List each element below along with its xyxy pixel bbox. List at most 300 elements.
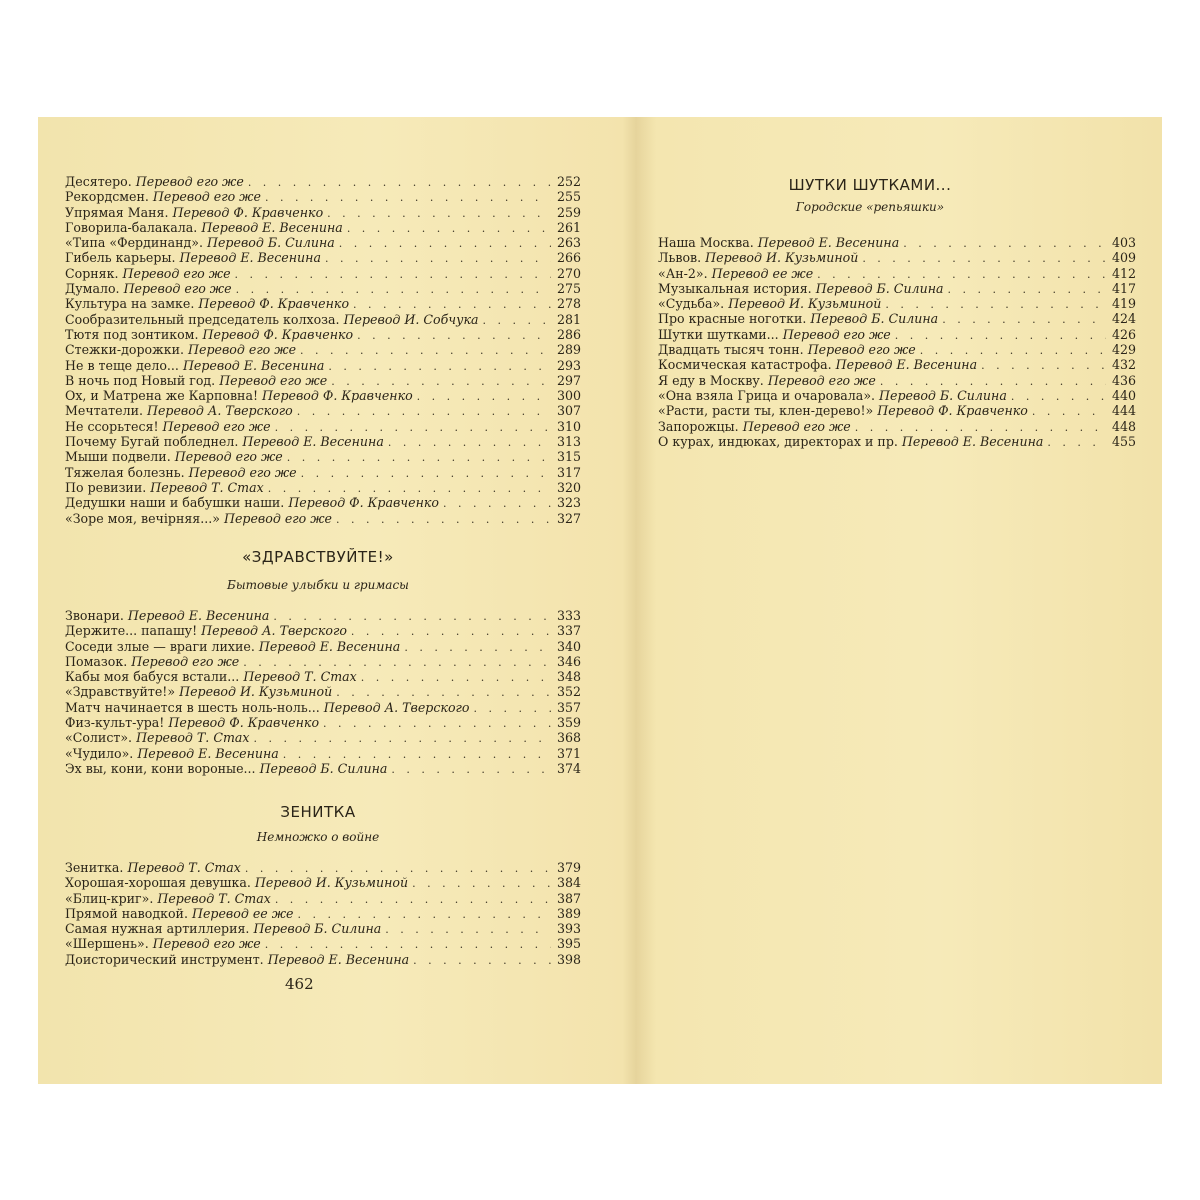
entry-title — [65, 281, 232, 296]
dot-leader — [817, 267, 1106, 282]
toc-entry — [65, 342, 581, 357]
toc-entry — [65, 860, 581, 875]
dot-leader — [265, 937, 551, 952]
entry-translator: Перевод его же — [123, 281, 232, 297]
entry-title — [65, 700, 469, 715]
entry-translator: Перевод его же — [807, 342, 916, 358]
entry-title-text: Десятеро. — [65, 174, 132, 189]
dot-leader — [473, 701, 551, 716]
toc-entry — [65, 511, 581, 526]
dot-leader — [1011, 389, 1106, 404]
toc-entry — [65, 480, 581, 495]
entry-translator: Перевод Ф. Кравченко — [198, 296, 350, 312]
dot-leader — [391, 762, 551, 777]
entry-title-text: Думало. — [65, 281, 120, 297]
entry-page-number: 409 — [1111, 250, 1136, 266]
entry-page-number: 444 — [1111, 403, 1136, 419]
entry-page-number: 259 — [556, 204, 581, 220]
dot-leader — [339, 236, 551, 251]
entry-title — [65, 434, 384, 449]
entry-translator: Перевод Е. Весенина — [182, 357, 325, 373]
toc-entry — [658, 342, 1136, 357]
entry-title — [65, 419, 271, 434]
entry-page-number: 317 — [556, 464, 581, 480]
entry-title-text: Доисторический инструмент. — [65, 951, 264, 967]
entry-page-number: 389 — [556, 905, 581, 921]
entry-title-text: О курах, индюках, директорах и пр. — [658, 433, 898, 449]
dot-leader — [287, 450, 551, 465]
entry-translator: Перевод его же — [152, 189, 261, 205]
entry-page-number: 261 — [556, 219, 581, 235]
entry-title — [65, 189, 261, 204]
entry-title-text: Космическая катастрофа. — [658, 357, 832, 373]
entry-title-text: Запорожцы. — [658, 418, 739, 434]
entry-title-text: Упрямая Маня. — [65, 204, 169, 220]
dot-leader — [275, 892, 551, 907]
entry-page-number: 395 — [556, 936, 581, 952]
entry-page-number: 352 — [556, 684, 581, 700]
entry-page-number: 323 — [556, 495, 581, 511]
entry-translator: Перевод Ф. Кравченко — [168, 715, 320, 731]
entry-translator: Перевод Е. Весенина — [267, 951, 410, 967]
entry-title — [65, 266, 231, 281]
entry-title-text: Соседи злые — враги лихие. — [65, 638, 255, 654]
dot-leader — [236, 282, 551, 297]
entry-title-text: Я еду в Москву. — [658, 372, 764, 388]
entry-page-number: 278 — [556, 296, 581, 312]
toc-entry — [65, 449, 581, 464]
dot-leader — [353, 297, 551, 312]
entry-page-number: 403 — [1111, 235, 1136, 250]
entry-translator: Перевод его же — [122, 265, 231, 281]
entry-title-text: «Она взяла Грица и очаровала». — [658, 387, 876, 403]
dot-leader — [417, 389, 551, 404]
dot-leader — [920, 343, 1106, 358]
entry-title — [65, 730, 250, 745]
entry-page-number: 419 — [1111, 296, 1136, 312]
entry-title — [65, 952, 409, 967]
entry-title-text: Самая нужная артиллерия. — [65, 921, 250, 937]
entry-translator: Перевод Б. Силина — [253, 921, 382, 937]
entry-page-number: 393 — [556, 921, 581, 937]
dot-leader — [328, 359, 551, 374]
dot-leader — [298, 907, 552, 922]
entry-page-number: 424 — [1111, 311, 1136, 327]
entry-title-text: «Шершень». — [65, 936, 149, 952]
toc-entry — [65, 174, 581, 189]
entry-title — [65, 449, 283, 464]
entry-title-text: Звонари. — [65, 608, 124, 623]
entry-page-number: 436 — [1111, 372, 1136, 388]
entry-translator: Перевод Е. Весенина — [757, 235, 900, 250]
entry-title — [65, 761, 387, 776]
entry-title-text: Стежки-дорожки. — [65, 342, 184, 358]
dot-leader — [268, 481, 551, 496]
entry-title-text: Про красные ноготки. — [658, 311, 807, 327]
toc-list — [65, 860, 581, 967]
toc-entry — [65, 373, 581, 388]
entry-page-number: 255 — [556, 189, 581, 205]
entry-title — [658, 434, 1043, 449]
dot-leader — [323, 716, 551, 731]
toc-entry — [658, 250, 1136, 265]
entry-title — [65, 891, 271, 906]
entry-page-number: 340 — [556, 638, 581, 654]
dot-leader — [351, 624, 551, 639]
entry-title — [65, 875, 408, 890]
entry-title-text: Наша Москва. — [658, 235, 754, 250]
toc-entry — [658, 311, 1136, 326]
toc-entry — [65, 700, 581, 715]
dot-leader — [254, 731, 551, 746]
entry-page-number: 429 — [1111, 342, 1136, 358]
dot-leader — [347, 221, 551, 236]
toc-entry — [658, 296, 1136, 311]
entry-translator: Перевод его же — [188, 464, 297, 480]
toc-entry — [65, 730, 581, 745]
dot-leader — [361, 670, 551, 685]
entry-title — [658, 296, 881, 311]
entry-title — [65, 921, 381, 936]
dot-leader — [243, 655, 551, 670]
toc-entry — [65, 266, 581, 281]
toc-list — [65, 174, 581, 526]
entry-title — [65, 465, 297, 480]
entry-page-number: 387 — [556, 890, 581, 906]
dot-leader — [862, 251, 1106, 266]
toc-entry — [658, 419, 1136, 434]
entry-title-text: Культура на замке. — [65, 296, 195, 312]
entry-translator: Перевод И. Кузьминой — [254, 875, 409, 891]
entry-title-text: Физ-культ-ура! — [65, 715, 165, 731]
entry-translator: Перевод Е. Весенина — [258, 638, 401, 654]
entry-translator: Перевод Е. Весенина — [137, 745, 279, 761]
dot-leader — [357, 328, 551, 343]
toc-entry — [65, 465, 581, 480]
entry-translator: Перевод Е. Весенина — [127, 608, 270, 623]
entry-title — [65, 480, 264, 495]
entry-translator: Перевод Е. Весенина — [179, 250, 321, 266]
toc-entry — [65, 495, 581, 510]
entry-translator: Перевод его же — [782, 326, 891, 342]
entry-title-text: Шутки шутками... — [658, 326, 779, 342]
toc-entry — [65, 623, 581, 638]
toc-entry — [65, 746, 581, 761]
entry-title — [65, 342, 296, 357]
toc-entry — [65, 388, 581, 403]
toc-entry — [658, 266, 1136, 281]
toc-entry — [65, 639, 581, 654]
dot-leader — [297, 404, 551, 419]
entry-title — [65, 312, 478, 327]
toc-entry — [658, 281, 1136, 296]
entry-title-text: Сорняк. — [65, 265, 119, 281]
dot-leader — [443, 496, 551, 511]
entry-title — [658, 327, 891, 342]
entry-title — [65, 669, 357, 684]
dot-leader — [325, 251, 551, 266]
entry-title-text: В ночь под Новый год. — [65, 372, 216, 388]
section-heading: «ЗДРАВСТВУЙТЕ!» — [242, 548, 394, 566]
entry-title — [65, 639, 400, 654]
entry-translator: Перевод Ф. Кравченко — [288, 495, 439, 511]
dot-leader — [273, 609, 551, 624]
entry-title-text: Львов. — [658, 250, 702, 266]
entry-translator: Перевод его же — [162, 418, 271, 434]
entry-translator: Перевод его же — [219, 372, 328, 388]
entry-page-number: 315 — [556, 449, 581, 465]
dot-leader — [245, 861, 551, 876]
toc-entry — [65, 936, 581, 951]
entry-translator: Перевод А. Тверского — [146, 403, 293, 419]
toc-entry — [65, 434, 581, 449]
entry-title — [65, 623, 347, 638]
entry-page-number: 412 — [1111, 265, 1136, 281]
toc-entry — [65, 281, 581, 296]
entry-page-number: 371 — [556, 745, 581, 761]
entry-page-number: 379 — [556, 860, 581, 875]
entry-translator: Перевод И. Кузьминой — [179, 684, 333, 700]
toc-entry — [658, 235, 1136, 250]
entry-translator: Перевод его же — [188, 342, 297, 358]
entry-translator: Перевод И. Кузьминой — [705, 250, 859, 266]
toc-entry — [65, 684, 581, 699]
toc-entry — [658, 388, 1136, 403]
entry-page-number: 289 — [556, 342, 581, 358]
entry-title — [65, 373, 327, 388]
entry-page-number: 398 — [556, 951, 581, 967]
entry-title-text: Хорошая-хорошая девушка. — [65, 875, 251, 891]
toc-entry — [658, 327, 1136, 342]
dot-leader — [336, 512, 551, 527]
entry-title-text: «Солист». — [65, 730, 133, 746]
dot-leader — [248, 175, 551, 190]
entry-title-text: Не в теще дело... — [65, 357, 179, 373]
toc-entry — [65, 403, 581, 418]
entry-title — [65, 746, 279, 761]
entry-title-text: Рекордсмен. — [65, 189, 149, 205]
book-spread — [38, 117, 1162, 1084]
entry-title-text: Мыши подвели. — [65, 449, 171, 465]
toc-entry — [65, 715, 581, 730]
entry-translator: Перевод его же — [742, 418, 851, 434]
entry-translator: Перевод И. Кузьминой — [728, 296, 882, 312]
entry-page-number: 252 — [556, 174, 581, 189]
section-subheading: Немножко о войне — [256, 830, 380, 844]
entry-title-text: Кабы моя бабуся встали... — [65, 669, 240, 685]
entry-title-text: По ревизии. — [65, 479, 147, 495]
toc-entry — [65, 205, 581, 220]
toc-entry — [65, 921, 581, 936]
entry-translator: Перевод Ф. Кравченко — [202, 326, 354, 342]
toc-entry — [658, 357, 1136, 372]
entry-title — [65, 235, 335, 250]
entry-title-text: Не ссорьтеся! — [65, 418, 159, 434]
left-page — [38, 117, 598, 1084]
entry-page-number: 320 — [556, 479, 581, 495]
entry-title — [65, 860, 241, 875]
toc-entry — [65, 669, 581, 684]
entry-title — [658, 419, 851, 434]
entry-translator: Перевод Б. Силина — [207, 235, 335, 251]
right-page — [600, 117, 1162, 1084]
dot-leader — [388, 435, 551, 450]
entry-translator: Перевод Е. Весенина — [201, 219, 343, 235]
toc-entry — [65, 296, 581, 311]
toc-entry — [65, 327, 581, 342]
entry-title — [65, 495, 439, 510]
entry-page-number: 313 — [556, 434, 581, 450]
dot-leader — [385, 922, 551, 937]
entry-page-number: 448 — [1111, 418, 1136, 434]
toc-list — [658, 235, 1136, 449]
entry-title — [65, 174, 244, 189]
page-number: 462 — [285, 975, 314, 993]
entry-title-text: «Типа «Фердинанд». — [65, 235, 203, 251]
dot-leader — [948, 282, 1107, 297]
entry-page-number: 333 — [556, 608, 581, 623]
entry-title-text: Сообразительный председатель колхоза. — [65, 311, 340, 327]
entry-page-number: 263 — [556, 235, 581, 251]
entry-title — [658, 281, 944, 296]
entry-title — [658, 235, 899, 250]
entry-page-number: 384 — [556, 875, 581, 891]
dot-leader — [265, 190, 551, 205]
entry-translator: Перевод Ф. Кравченко — [262, 388, 413, 404]
entry-translator: Перевод его же — [223, 510, 332, 526]
entry-translator: Перевод Б. Силина — [879, 387, 1007, 403]
dot-leader — [412, 876, 551, 891]
dot-leader — [331, 374, 551, 389]
entry-page-number: 281 — [556, 311, 581, 327]
entry-title-text: Тяжелая болезнь. — [65, 464, 185, 480]
entry-title — [658, 266, 813, 281]
dot-leader — [1047, 435, 1106, 450]
entry-translator: Перевод Е. Весенина — [901, 433, 1044, 449]
toc-entry — [65, 654, 581, 669]
entry-page-number: 337 — [556, 623, 581, 639]
toc-list — [65, 608, 581, 776]
entry-translator: Перевод А. Тверского — [201, 623, 347, 639]
dot-leader — [1032, 404, 1106, 419]
dot-leader — [482, 313, 551, 328]
toc-entry — [65, 608, 581, 623]
entry-title-text: «Здравствуйте!» — [65, 684, 176, 700]
entry-page-number: 432 — [1111, 357, 1136, 373]
entry-title — [65, 205, 323, 220]
entry-title — [658, 403, 1028, 418]
toc-entry — [65, 312, 581, 327]
entry-title — [658, 250, 858, 265]
entry-title — [65, 358, 324, 373]
entry-page-number: 307 — [556, 403, 581, 419]
entry-page-number: 266 — [556, 250, 581, 266]
section-subheading: Городские «репьяшки» — [795, 200, 945, 214]
dot-leader — [235, 267, 551, 282]
section-subheading: Бытовые улыбки и гримасы — [227, 578, 409, 592]
entry-translator: Перевод Б. Силина — [259, 760, 388, 776]
dot-leader — [942, 312, 1106, 327]
entry-title — [65, 608, 269, 623]
section-heading: ШУТКИ ШУТКАМИ... — [788, 176, 952, 194]
entry-page-number: 357 — [556, 699, 581, 715]
toc-entry — [65, 250, 581, 265]
entry-translator: Перевод Т. Стах — [243, 669, 357, 685]
entry-translator: Перевод Б. Силина — [810, 311, 939, 327]
entry-title — [658, 311, 938, 326]
entry-title-text: Эх вы, кони, кони вороные... — [65, 760, 256, 776]
entry-page-number: 300 — [556, 388, 581, 404]
entry-page-number: 348 — [556, 669, 581, 685]
entry-title — [65, 684, 332, 699]
entry-translator: Перевод Е. Весенина — [242, 434, 384, 450]
entry-page-number: 455 — [1111, 433, 1136, 449]
entry-page-number: 327 — [556, 510, 581, 526]
entry-page-number: 293 — [556, 357, 581, 373]
entry-title — [65, 388, 413, 403]
entry-translator: Перевод его же — [131, 653, 240, 669]
entry-translator: Перевод Т. Стах — [157, 890, 271, 906]
entry-page-number: 286 — [556, 326, 581, 342]
toc-entry — [658, 403, 1136, 418]
dot-leader — [413, 953, 551, 968]
toc-entry — [65, 891, 581, 906]
entry-title — [65, 906, 294, 921]
dot-leader — [283, 747, 551, 762]
toc-entry — [65, 189, 581, 204]
entry-translator: Перевод ее же — [711, 265, 814, 281]
dot-leader — [895, 328, 1106, 343]
entry-title-text: «Ан-2». — [658, 265, 708, 281]
entry-title-text: Матч начинается в шесть ноль-ноль... — [65, 699, 320, 715]
entry-title-text: Музыкальная история. — [658, 280, 812, 296]
entry-translator: Перевод Б. Силина — [815, 280, 944, 296]
toc-entry — [65, 419, 581, 434]
toc-entry — [65, 906, 581, 921]
entry-translator: Перевод его же — [767, 372, 876, 388]
entry-translator: Перевод Е. Весенина — [835, 357, 978, 373]
entry-page-number: 310 — [556, 418, 581, 434]
entry-title-text: Помазок. — [65, 653, 128, 669]
entry-title — [65, 296, 349, 311]
entry-title-text: «Блиц-криг». — [65, 890, 154, 906]
toc-entry — [65, 952, 581, 967]
entry-title-text: «Чудило». — [65, 745, 134, 761]
toc-entry — [65, 761, 581, 776]
entry-title — [65, 654, 239, 669]
dot-leader — [880, 374, 1106, 389]
entry-translator: Перевод И. Собчука — [343, 311, 479, 327]
dot-leader — [855, 420, 1106, 435]
dot-leader — [300, 343, 551, 358]
toc-entry — [65, 220, 581, 235]
entry-translator: Перевод Т. Стах — [150, 479, 264, 495]
entry-translator: Перевод его же — [135, 174, 244, 189]
dot-leader — [275, 420, 551, 435]
entry-title-text: Мечтатели. — [65, 403, 143, 419]
entry-title-text: Тютя под зонтиком. — [65, 326, 199, 342]
entry-translator: Перевод Т. Стах — [136, 730, 250, 746]
entry-title — [65, 250, 321, 265]
entry-title — [658, 373, 876, 388]
entry-title-text: «Расти, расти ты, клен-дерево!» — [658, 403, 874, 419]
dot-leader — [327, 206, 551, 221]
entry-title-text: «Судьба». — [658, 296, 725, 312]
toc-entry — [65, 358, 581, 373]
entry-title — [658, 388, 1007, 403]
entry-page-number: 359 — [556, 715, 581, 731]
entry-title — [658, 342, 916, 357]
